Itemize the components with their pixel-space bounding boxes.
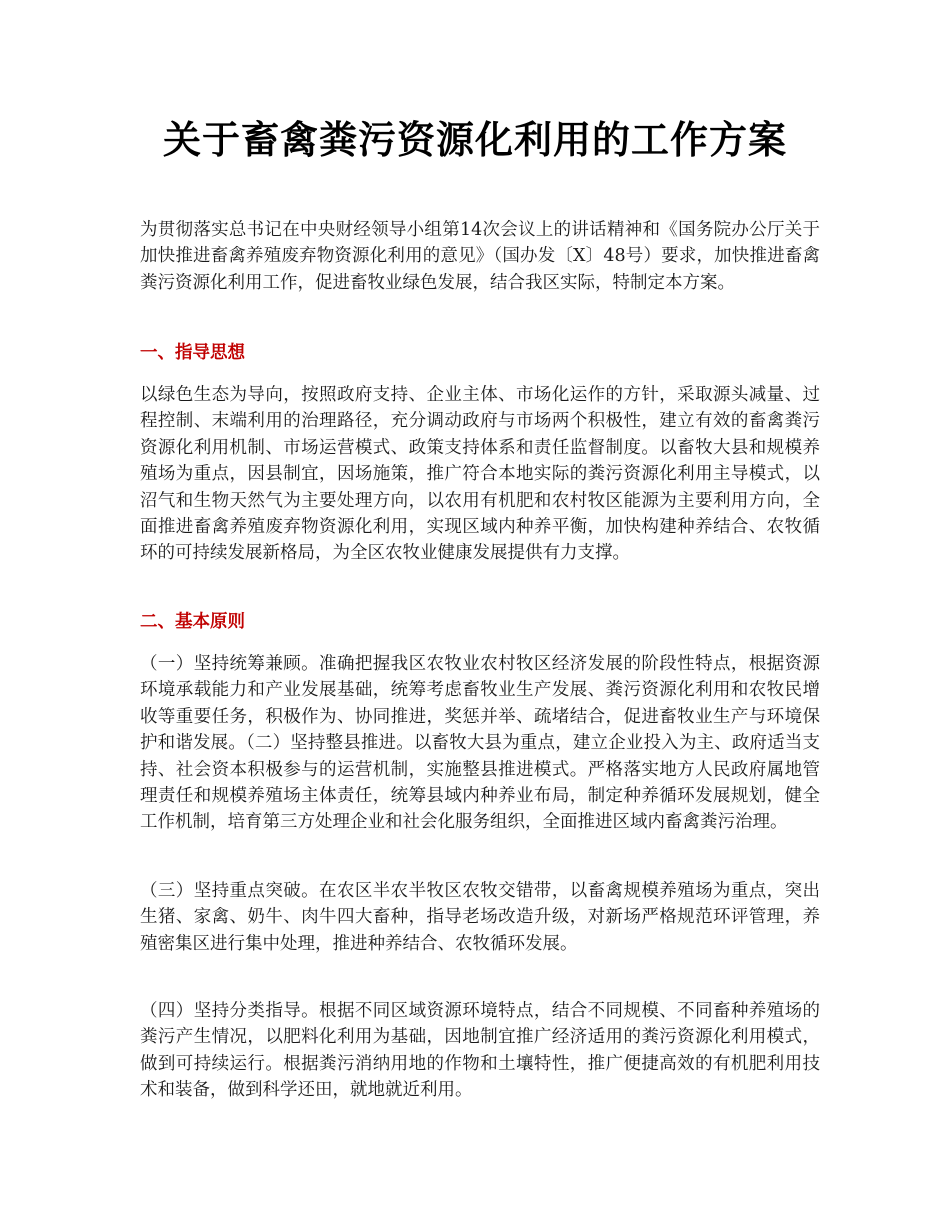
intro-paragraph: 为贯彻落实总书记在中央财经领导小组第14次会议上的讲话精神和《国务院办公厅关于加快推进畜禽养殖废弃物资源化利用的意见》（国办发〔X〕48号）要求，加快推进畜禽粪污资源化利用工作，促进畜牧业绿色发展，结合我区实际，特制定本方案。 [140,220,820,293]
guiding-ideology-paragraph: 以绿色生态为导向，按照政府支持、企业主体、市场化运作的方针，采取源头减量、过程控制、末端利用的治理路径，充分调动政府与市场两个积极性，建立有效的畜禽粪污资源化利用机制、市场运营模式、政策支持体系和责任监督制度。以畜牧大县和规模养殖场为重点，因县制宜，因场施策，推广符合本地实际的粪污资源化利用主导模式，以沼气和生物天然气为主要处理方向，以农用有机肥和农村牧区能源为主要利用方向，全面推进畜禽养殖废弃物资源化利用，实现区域内种养平衡，加快构建种养结合、农牧循环的可持续发展新格局，为全区农牧业健康发展提供有力支撑。 [140,385,820,564]
principle-paragraph-1-2: （一）坚持统筹兼顾。准确把握我区农牧业农村牧区经济发展的阶段性特点，根据资源环境承载能力和产业发展基础，统筹考虑畜牧业生产发展、粪污资源化利用和农牧民增收等重要任务，积极作为、协同推进，奖惩并举、疏堵结合，促进畜牧业生产与环境保护和谐发展。（二）坚持整县推进。以畜牧大县为重点，建立企业投入为主、政府适当支持、社会资本积极参与的运营机制，实施整县推进模式。严格落实地方人民政府属地管理责任和规模养殖场主体责任，统筹县域内种养业布局，制定种养循环发展规划，健全工作机制，培育第三方处理企业和社会化服务组织，全面推进区域内畜禽粪污治理。 [140,654,820,833]
principle-paragraph-3: （三）坚持重点突破。在农区半农半牧区农牧交错带，以畜禽规模养殖场为重点，突出生猪、家禽、奶牛、肉牛四大畜种，指导老场改造升级，对新场严格规范环评管理，养殖密集区进行集中处理，推进种养结合、农牧循环发展。 [140,881,820,954]
document-title: 关于畜禽粪污资源化利用的工作方案 [162,117,787,162]
section-heading-basic-principles: 二、基本原则 [140,612,245,632]
section-heading-guiding-ideology: 一、指导思想 [140,343,245,363]
principle-paragraph-4: （四）坚持分类指导。根据不同区域资源环境特点，结合不同规模、不同畜种养殖场的粪污产生情况，以肥料化利用为基础，因地制宜推广经济适用的粪污资源化利用模式，做到可持续运行。根据粪污消纳用地的作物和土壤特性，推广便捷高效的有机肥利用技术和装备，做到科学还田，就地就近利用。 [140,1001,820,1101]
